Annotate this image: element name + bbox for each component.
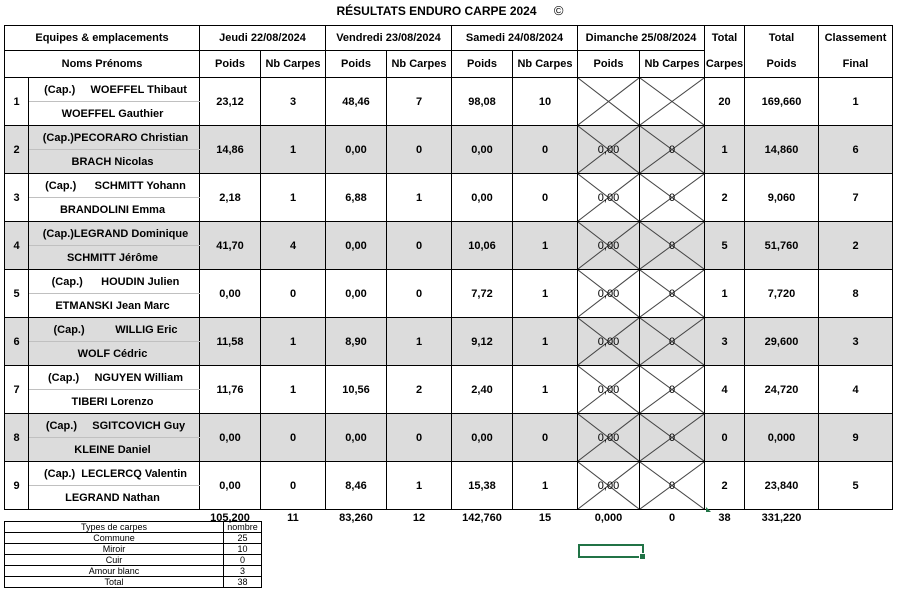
copyright-icon: © [553,3,564,18]
header-row-2 [5,51,893,78]
type-name[interactable]: Amour blanc [5,566,224,577]
team-row [5,462,893,486]
captain-name[interactable]: (Cap.)LEGRAND Dominique [29,222,200,246]
day-4-weight[interactable] [578,462,640,510]
day-4-count[interactable] [640,174,705,222]
day-4-weight[interactable] [578,270,640,318]
total-poids[interactable]: 169,660 [745,78,819,126]
day-2-weight[interactable]: 8,90 [326,318,387,366]
total-carpes[interactable]: 1 [705,270,745,318]
day-1-count[interactable]: 1 [261,318,326,366]
team-number[interactable]: 4 [5,222,29,270]
partner-name[interactable]: BRACH Nicolas [29,150,200,174]
day-4-weight[interactable] [578,318,640,366]
day-1-count[interactable]: 0 [261,270,326,318]
day-3-weight[interactable]: 0,00 [452,414,513,462]
total-poids[interactable]: 23,840 [745,462,819,510]
day-2-weight[interactable]: 0,00 [326,414,387,462]
types-header-label[interactable]: Types de carpes [5,522,224,533]
day-4-count-value: 0 [668,239,676,252]
header-day-1[interactable]: Jeudi 22/08/2024 [200,26,326,51]
total-poids[interactable]: 0,000 [745,414,819,462]
type-count[interactable]: 0 [224,555,262,566]
team-row [5,318,893,342]
total-day-2-weight[interactable]: 83,260 [326,510,387,527]
header-row-1 [5,26,893,51]
final-rank[interactable]: 3 [819,318,893,366]
day-1-weight[interactable]: 11,76 [200,366,261,414]
header-classement[interactable]: Classement [819,26,893,51]
day-4-count[interactable] [640,318,705,366]
team-number[interactable]: 9 [5,462,29,510]
day-1-count[interactable]: 1 [261,126,326,174]
total-day-3-count[interactable]: 15 [513,510,578,527]
total-poids[interactable]: 29,600 [745,318,819,366]
team-number[interactable]: 7 [5,366,29,414]
type-count[interactable]: 38 [224,577,262,588]
day-4-weight-value: 0,00 [597,335,620,348]
day-4-count-value: 0 [668,191,676,204]
cell-comment-marker [706,507,711,512]
header-poids-total[interactable]: Poids [745,51,819,78]
header-day-2[interactable]: Vendredi 23/08/2024 [326,26,452,51]
type-name[interactable]: Cuir [5,555,224,566]
header-nb-carpes[interactable]: Nb Carpes [261,51,326,78]
types-row [5,544,262,555]
day-4-weight[interactable] [578,222,640,270]
day-2-count[interactable]: 0 [387,222,452,270]
partner-name[interactable]: SCHMITT Jérôme [29,246,200,270]
day-4-weight[interactable] [578,78,640,126]
partner-name[interactable]: WOLF Cédric [29,342,200,366]
total-day-3-weight[interactable]: 142,760 [452,510,513,527]
final-rank[interactable]: 2 [819,222,893,270]
header-names[interactable]: Noms Prénoms [5,51,200,78]
captain-name[interactable]: (Cap.) WOEFFEL Thibaut [29,78,200,102]
day-1-weight[interactable]: 0,00 [200,270,261,318]
partner-name[interactable]: KLEINE Daniel [29,438,200,462]
day-4-count[interactable] [640,414,705,462]
day-3-weight[interactable]: 0,00 [452,126,513,174]
day-1-count[interactable]: 1 [261,366,326,414]
day-2-count[interactable]: 0 [387,414,452,462]
total-carpes[interactable]: 2 [705,462,745,510]
day-1-weight[interactable]: 2,18 [200,174,261,222]
day-3-count[interactable]: 1 [513,222,578,270]
selected-cell[interactable] [578,544,644,558]
grand-total-poids[interactable]: 331,220 [745,510,819,527]
partner-name[interactable]: BRANDOLINI Emma [29,198,200,222]
day-4-weight-value: 0,00 [597,239,620,252]
header-teams[interactable]: Equipes & emplacements [5,26,200,51]
day-2-count[interactable]: 0 [387,270,452,318]
partner-name[interactable]: WOEFFEL Gauthier [29,102,200,126]
types-row [5,566,262,577]
day-4-weight-value: 0,00 [597,431,620,444]
team-row [5,270,893,294]
total-poids[interactable]: 7,720 [745,270,819,318]
day-3-count[interactable]: 0 [513,126,578,174]
partner-name[interactable]: TIBERI Lorenzo [29,390,200,414]
final-rank[interactable]: 8 [819,270,893,318]
day-1-count[interactable]: 3 [261,78,326,126]
day-3-count[interactable]: 1 [513,270,578,318]
header-day-4[interactable]: Dimanche 25/08/2024 [578,26,705,51]
final-rank[interactable]: 4 [819,366,893,414]
captain-name[interactable]: (Cap.) SGITCOVICH Guy [29,414,200,438]
day-4-weight-value: 0,00 [597,383,620,396]
day-4-weight[interactable] [578,366,640,414]
day-4-count-value: 0 [668,143,676,156]
day-4-weight-value: 0,00 [597,479,620,492]
types-header-row [5,522,262,533]
team-row [5,126,893,150]
day-1-count[interactable]: 4 [261,222,326,270]
team-row [5,174,893,198]
type-count[interactable]: 10 [224,544,262,555]
total-carpes[interactable]: 0 [705,414,745,462]
day-2-weight[interactable]: 0,00 [326,270,387,318]
results-table [4,25,893,526]
day-1-weight[interactable]: 0,00 [200,462,261,510]
team-number[interactable]: 5 [5,270,29,318]
day-3-weight[interactable]: 15,38 [452,462,513,510]
grand-total-carpes[interactable]: 38 [705,510,745,527]
day-1-count[interactable]: 0 [261,414,326,462]
team-number[interactable]: 1 [5,78,29,126]
header-poids[interactable]: Poids [200,51,261,78]
day-4-count-value: 0 [668,287,676,300]
final-rank[interactable]: 9 [819,414,893,462]
carp-types-table [4,521,262,588]
day-2-count[interactable]: 1 [387,318,452,366]
day-4-count-value: 0 [668,383,676,396]
day-2-weight[interactable]: 48,46 [326,78,387,126]
types-row [5,555,262,566]
day-1-weight[interactable]: 11,58 [200,318,261,366]
final-rank[interactable]: 7 [819,174,893,222]
total-carpes[interactable]: 5 [705,222,745,270]
header-poids[interactable]: Poids [578,51,640,78]
day-4-weight[interactable] [578,126,640,174]
total-day-2-count[interactable]: 12 [387,510,452,527]
header-nb-carpes[interactable]: Nb Carpes [513,51,578,78]
type-name[interactable]: Miroir [5,544,224,555]
day-4-count[interactable] [640,270,705,318]
total-day-1-weight[interactable]: 105,200 [200,510,261,527]
header-poids[interactable]: Poids [326,51,387,78]
final-rank[interactable]: 1 [819,78,893,126]
type-name[interactable]: Commune [5,533,224,544]
day-2-count[interactable]: 1 [387,174,452,222]
captain-name[interactable]: (Cap.)PECORARO Christian [29,126,200,150]
day-3-weight[interactable]: 98,08 [452,78,513,126]
day-3-weight[interactable]: 9,12 [452,318,513,366]
day-4-count[interactable] [640,366,705,414]
types-row [5,533,262,544]
header-poids[interactable]: Poids [452,51,513,78]
captain-name[interactable]: (Cap.) HOUDIN Julien [29,270,200,294]
total-carpes[interactable]: 20 [705,78,745,126]
day-3-weight[interactable]: 7,72 [452,270,513,318]
day-1-weight[interactable]: 41,70 [200,222,261,270]
day-4-weight-value: 0,00 [597,287,620,300]
day-4-count[interactable] [640,462,705,510]
day-3-count[interactable]: 1 [513,366,578,414]
day-4-count-value: 0 [668,335,676,348]
total-carpes[interactable]: 3 [705,318,745,366]
total-poids[interactable]: 9,060 [745,174,819,222]
partner-name[interactable]: ETMANSKI Jean Marc [29,294,200,318]
type-count[interactable]: 25 [224,533,262,544]
day-4-weight[interactable] [578,174,640,222]
day-1-count[interactable]: 1 [261,174,326,222]
team-row [5,414,893,438]
day-3-count[interactable]: 0 [513,174,578,222]
day-3-count[interactable]: 0 [513,414,578,462]
total-day-1-count[interactable]: 11 [261,510,326,527]
day-1-count[interactable]: 0 [261,462,326,510]
captain-name[interactable]: (Cap.) LECLERCQ Valentin [29,462,200,486]
total-day-4-count[interactable]: 0 [640,510,705,527]
team-number[interactable]: 6 [5,318,29,366]
header-total-carpes[interactable]: Total [705,26,745,51]
day-2-count[interactable]: 1 [387,462,452,510]
totals-empty[interactable] [819,510,893,527]
team-number[interactable]: 2 [5,126,29,174]
day-2-weight[interactable]: 6,88 [326,174,387,222]
header-nb-carpes[interactable]: Nb Carpes [387,51,452,78]
captain-name[interactable]: (Cap.) NGUYEN William [29,366,200,390]
type-count[interactable]: 3 [224,566,262,577]
team-row [5,222,893,246]
day-3-weight[interactable]: 0,00 [452,174,513,222]
day-2-count[interactable]: 7 [387,78,452,126]
day-2-count[interactable]: 0 [387,126,452,174]
final-rank[interactable]: 6 [819,126,893,174]
day-2-count[interactable]: 2 [387,366,452,414]
day-4-weight-value: 0,00 [597,191,620,204]
team-number[interactable]: 8 [5,414,29,462]
day-3-weight[interactable]: 2,40 [452,366,513,414]
day-4-count[interactable] [640,126,705,174]
day-2-weight[interactable]: 8,46 [326,462,387,510]
team-row [5,366,893,390]
total-poids[interactable]: 14,860 [745,126,819,174]
day-2-weight[interactable]: 0,00 [326,222,387,270]
day-1-weight[interactable]: 0,00 [200,414,261,462]
header-day-3[interactable]: Samedi 24/08/2024 [452,26,578,51]
total-carpes[interactable]: 1 [705,126,745,174]
day-3-count[interactable]: 1 [513,462,578,510]
day-4-count-value: 0 [668,431,676,444]
day-3-weight[interactable]: 10,06 [452,222,513,270]
header-final[interactable]: Final [819,51,893,78]
page-title [0,3,900,18]
types-row [5,577,262,588]
total-day-4-weight[interactable]: 0,000 [578,510,640,527]
captain-name[interactable]: (Cap.) SCHMITT Yohann [29,174,200,198]
header-carpes[interactable]: Carpes [705,51,745,78]
day-4-count[interactable] [640,222,705,270]
total-poids[interactable]: 51,760 [745,222,819,270]
total-carpes[interactable]: 4 [705,366,745,414]
total-carpes[interactable]: 2 [705,174,745,222]
day-2-weight[interactable]: 0,00 [326,126,387,174]
team-number[interactable]: 3 [5,174,29,222]
final-rank[interactable]: 5 [819,462,893,510]
title-text: RÉSULTATS ENDURO CARPE 2024 [336,4,537,18]
team-row [5,78,893,102]
header-total-poids[interactable]: Total [745,26,819,51]
types-header-count[interactable]: nombre [224,522,262,533]
day-4-count-value: 0 [668,479,676,492]
day-1-weight[interactable]: 23,12 [200,78,261,126]
total-poids[interactable]: 24,720 [745,366,819,414]
header-nb-carpes[interactable]: Nb Carpes [640,51,705,78]
day-1-weight[interactable]: 14,86 [200,126,261,174]
captain-name[interactable]: (Cap.) WILLIG Eric [29,318,200,342]
day-3-count[interactable]: 10 [513,78,578,126]
day-3-count[interactable]: 1 [513,318,578,366]
partner-name[interactable]: LEGRAND Nathan [29,486,200,510]
type-name[interactable]: Total [5,577,224,588]
day-4-weight-value: 0,00 [597,143,620,156]
day-4-weight[interactable] [578,414,640,462]
day-4-count[interactable] [640,78,705,126]
day-2-weight[interactable]: 10,56 [326,366,387,414]
